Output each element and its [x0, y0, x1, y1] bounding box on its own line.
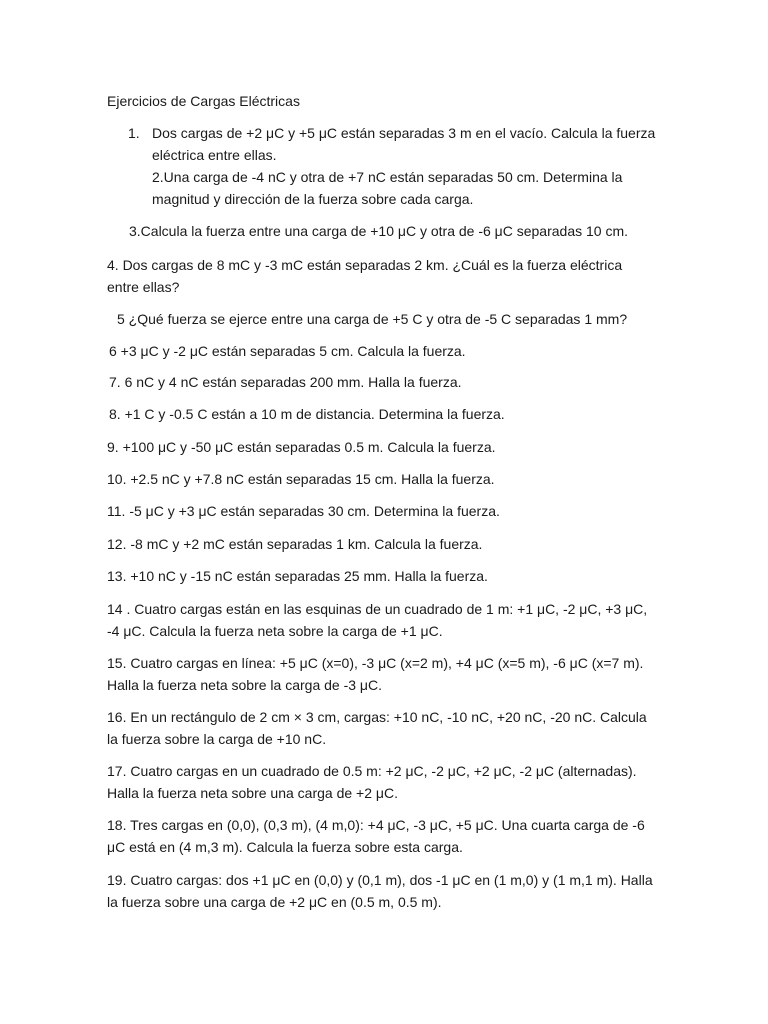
list-item-number-1: 1.: [128, 125, 140, 141]
exercise-12: 12. -8 mC y +2 mC están separadas 1 km. Calcula la fuerza.: [107, 536, 483, 552]
exercise-16-line-2: la fuerza sobre la carga de +10 nC.: [107, 731, 327, 747]
exercise-15-line-1: 15. Cuatro cargas en línea: +5 μC (x=0), -3 μC (x=2 m), +4 μC (x=5 m), -6 μC (x=7 m).: [107, 655, 644, 671]
exercise-15-line-2: Halla la fuerza neta sobre la carga de -3 μC.: [107, 677, 382, 693]
exercise-14-line-2: -4 μC. Calcula la fuerza neta sobre la carga de +1 μC.: [107, 623, 443, 639]
exercise-4-line-2: entre ellas?: [107, 279, 180, 295]
exercise-14-line-1: 14 . Cuatro cargas están en las esquinas de un cuadrado de 1 m: +1 μC, -2 μC, +3 μC,: [107, 601, 648, 617]
exercise-9: 9. +100 μC y -50 μC están separadas 0.5 m. Calcula la fuerza.: [107, 439, 496, 455]
exercise-19-line-2: la fuerza sobre una carga de +2 μC en (0.5 m, 0.5 m).: [107, 894, 442, 910]
exercise-7: 7. 6 nC y 4 nC están separadas 200 mm. Halla la fuerza.: [109, 374, 462, 390]
exercise-4-line-1: 4. Dos cargas de 8 mC y -3 mC están separadas 2 km. ¿Cuál es la fuerza eléctrica: [107, 257, 623, 273]
exercise-6: 6 +3 μC y -2 μC están separadas 5 cm. Calcula la fuerza.: [109, 343, 466, 359]
exercise-17-line-2: Halla la fuerza neta sobre una carga de +2 μC.: [107, 785, 398, 801]
exercise-8: 8. +1 C y -0.5 C están a 10 m de distancia. Determina la fuerza.: [109, 406, 505, 422]
document-title: Ejercicios de Cargas Eléctricas: [107, 93, 300, 109]
exercise-16-line-1: 16. En un rectángulo de 2 cm × 3 cm, cargas: +10 nC, -10 nC, +20 nC, -20 nC. Calcula: [107, 709, 647, 725]
exercise-18-line-2: μC está en (4 m,3 m). Calcula la fuerza sobre esta carga.: [107, 839, 463, 855]
exercise-2-line-2: magnitud y dirección de la fuerza sobre cada carga.: [152, 191, 474, 207]
exercise-10: 10. +2.5 nC y +7.8 nC están separadas 15 cm. Halla la fuerza.: [107, 471, 495, 487]
exercise-1-line-2: eléctrica entre ellas.: [152, 147, 277, 163]
exercise-11: 11. -5 μC y +3 μC están separadas 30 cm. Determina la fuerza.: [107, 503, 500, 519]
exercise-13: 13. +10 nC y -15 nC están separadas 25 mm. Halla la fuerza.: [107, 568, 488, 584]
exercise-1-line-1: Dos cargas de +2 μC y +5 μC están separadas 3 m en el vacío. Calcula la fuerza: [152, 125, 656, 141]
exercise-5: 5 ¿Qué fuerza se ejerce entre una carga de +5 C y otra de -5 C separadas 1 mm?: [117, 311, 628, 327]
exercise-18-line-1: 18. Tres cargas en (0,0), (0,3 m), (4 m,0): +4 μC, -3 μC, +5 μC. Una cuarta carga de -6: [107, 817, 645, 833]
exercise-17-line-1: 17. Cuatro cargas en un cuadrado de 0.5 m: +2 μC, -2 μC, +2 μC, -2 μC (alternadas).: [107, 763, 637, 779]
exercise-2-line-1: 2.Una carga de -4 nC y otra de +7 nC están separadas 50 cm. Determina la: [152, 169, 623, 185]
exercise-3: 3.Calcula la fuerza entre una carga de +10 μC y otra de -6 μC separadas 10 cm.: [129, 223, 629, 239]
exercise-19-line-1: 19. Cuatro cargas: dos +1 μC en (0,0) y (0,1 m), dos -1 μC en (1 m,0) y (1 m,1 m). Halla: [107, 872, 653, 888]
